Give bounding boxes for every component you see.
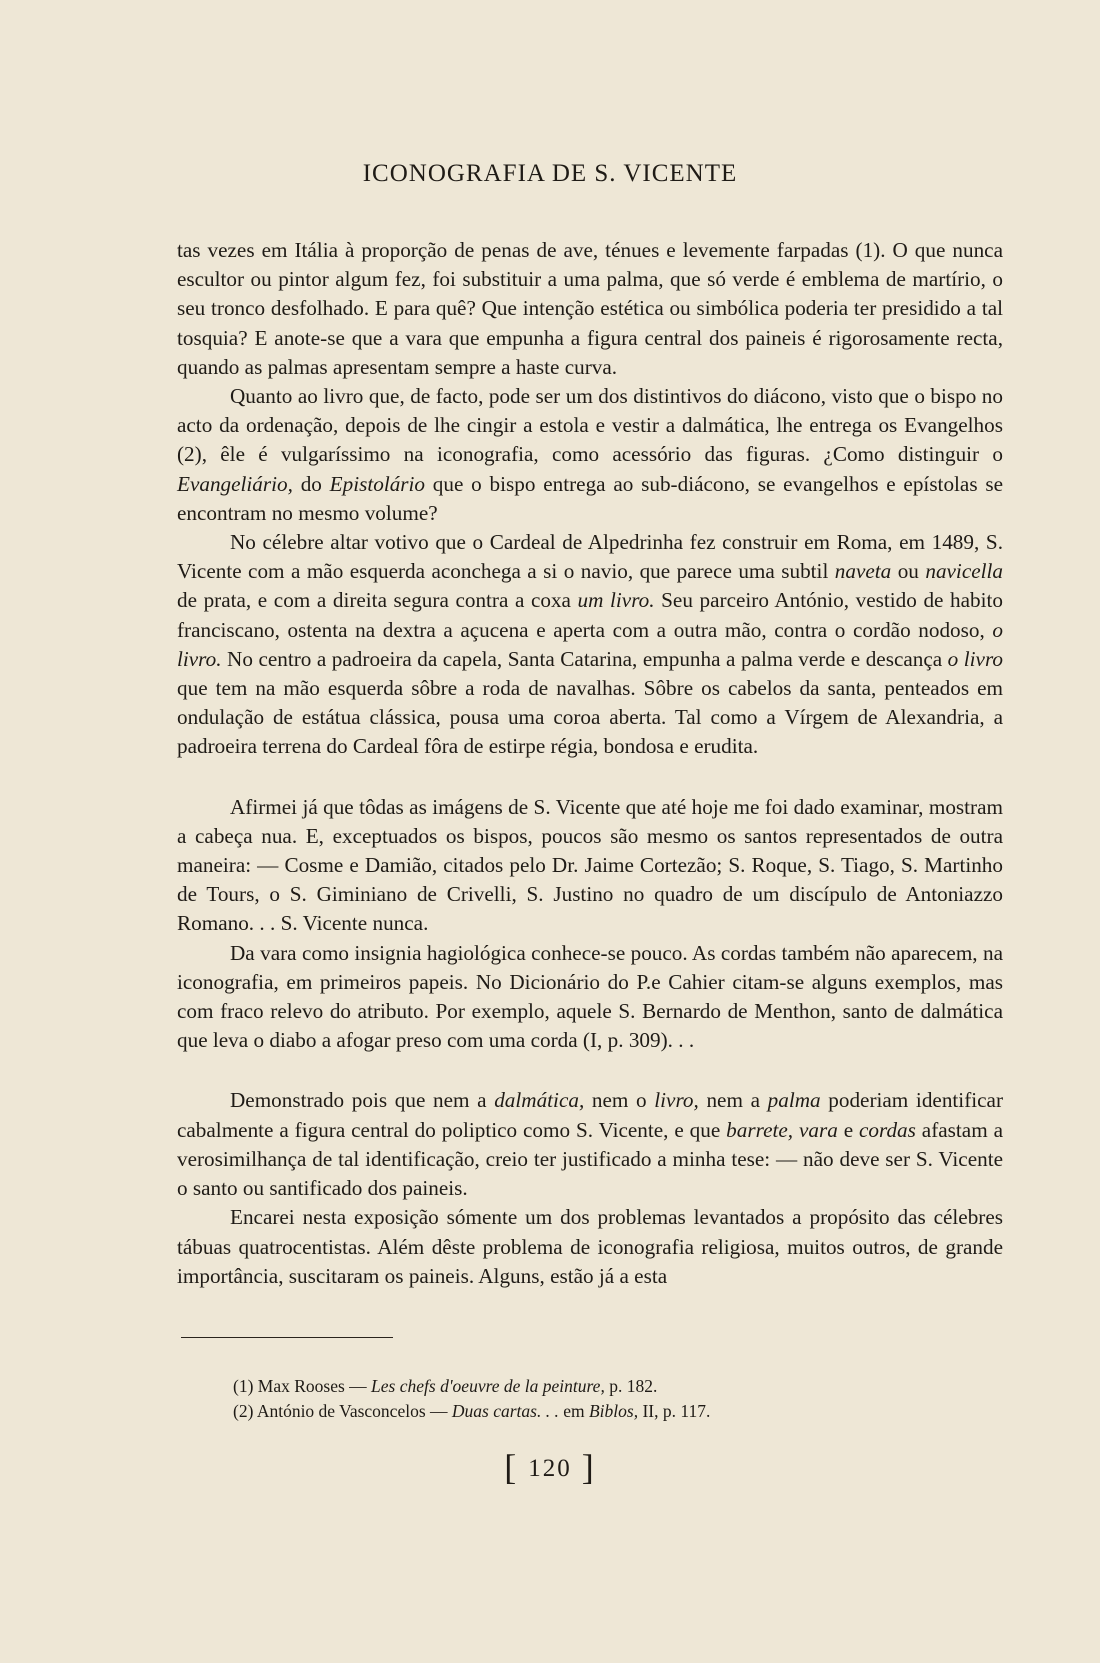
body-text <box>177 236 1003 1291</box>
text-run: Afirmei já que tôdas as imágens de S. Vicente que até hoje me foi dado examinar, mostram a cabeça nua. E, exceptuados os bispos, poucos são mesmo os santos representados de outra maneira: — Cosme e Damião, citados pelo Dr. Jaime Cortezão; S. Roque, S. Tiago, S. Martinho de Tours, o S. Giminiano de Crivelli, S. Justino no quadro de um discípulo de Antoniazzo Romano. . . S. Vicente nunca. <box>177 794 1003 936</box>
paragraph <box>177 793 1003 939</box>
italic-run: Epistolário <box>329 471 426 496</box>
text-run: nem a <box>698 1088 768 1113</box>
text-run: Da vara como insignia hagiológica conhece-se pouco. As cordas também não aparecem, na iconografia, em primeiros papeis. No Dicionário do P.e Cahier citam-se alguns exemplos, mas com fraco relevo do atributo. Por exemplo, aquele S. Bernardo de Menthon, santo de dalmática que leva o diabo a afogar preso com uma corda (I, p. 309). . . <box>177 940 1003 1053</box>
italic-run: navicella <box>925 559 1003 584</box>
footnote <box>233 1399 1003 1424</box>
italic-run: cordas <box>859 1117 916 1142</box>
paragraph <box>177 236 1003 382</box>
text-run: que o bispo entrega ao sub-diácono, se evangelhos e epístolas se encontram no mesmo volume? <box>177 471 1003 525</box>
italic-run: um livro. <box>577 588 655 613</box>
paragraph <box>177 939 1003 1056</box>
text-run: Demonstrado pois que nem a <box>230 1088 495 1113</box>
page-number <box>0 1446 1100 1488</box>
italic-run: barrete, vara <box>726 1117 838 1142</box>
text-run: tas vezes em Itália à proporção de penas de ave, ténues e levemente farpadas (1). O que nunca escultor ou pintor algum fez, foi substituir a uma palma, que só verde é emblema de martírio, o seu tronco desfolhado. E para quê? Que intenção estética ou simbólica poderia ter presidido a tal tosquia? E anote-se que a vara que empunha a figura central dos paineis é rigorosamente recta, quando as palmas apresentam sempre a haste curva. <box>177 238 1003 379</box>
paragraph <box>177 528 1003 762</box>
text-run: (2) António de Vasconcelos — <box>233 1401 452 1421</box>
text-run: que tem na mão esquerda sôbre a roda de navalhas. Sôbre os cabelos da santa, penteados em ondulação de estátua clássica, pousa uma coroa aberta. Tal como a Vírgem de Alexandria, a padroeira terrena do Cardeal fôra de estirpe régia, bondosa e erudita. <box>177 676 1003 759</box>
close-bracket: ] <box>581 1447 596 1487</box>
text-run: poderiam identificar cabalmente a figura central do poliptico como S. Vicente, e que <box>177 1088 1003 1142</box>
text-run: (1) Max Rooses — <box>233 1376 372 1396</box>
running-title: ICONOGRAFIA DE S. VICENTE <box>362 160 738 187</box>
text-run: p. 182. <box>604 1376 658 1396</box>
page-number-value: 120 <box>528 1455 572 1482</box>
italic-run: o livro. <box>177 617 1003 671</box>
text-run: Quanto ao livro que, de facto, pode ser um dos distintivos do diácono, visto que o bispo no acto da ordenação, depois de lhe cingir a estola e vestir a dalmática, lhe entrega os Evangelhos (2), êle é vulgaríssimo na iconografia, como acessório das figuras. ¿Como distinguir o <box>177 384 1003 467</box>
paragraph <box>177 1086 1003 1203</box>
text-run: ou <box>891 559 926 584</box>
text-run: de prata, e com a direita segura contra a coxa <box>177 588 578 613</box>
text-run: em <box>558 1401 589 1421</box>
text-run: Seu parceiro António, vestido de habito franciscano, ostenta na dextra a açucena e aperta com a outra mão, contra o cordão nodoso, <box>177 588 1003 642</box>
text-run: No centro a padroeira da capela, Santa Catarina, empunha a palma verde e descança <box>221 646 948 671</box>
paragraph <box>177 382 1003 528</box>
italic-run: Les chefs d'oeuvre de la peinture, <box>371 1376 605 1396</box>
italic-run: Biblos, <box>588 1401 639 1421</box>
text-run: Encarei nesta exposição sómente um dos problemas levantados a propósito das célebres tábuas quatrocentistas. Além dêste problema de iconografia religiosa, muitos outros, de grande importância, suscitaram os paineis. Alguns, estão já a esta <box>177 1205 1003 1288</box>
footnote-divider <box>181 1337 393 1338</box>
text-run: No célebre altar votivo que o Cardeal de Alpedrinha fez construir em Roma, em 1489, S. Vicente com a mão esquerda aconchega a si o navio, que parece uma subtil <box>177 530 1003 584</box>
footnote <box>233 1374 1003 1399</box>
text-run: afastam a verosimilhança de tal identificação, creio ter justificado a minha tese: — não deve ser S. Vicente o santo ou santificado dos paineis. <box>177 1117 1003 1201</box>
italic-run: livro, <box>654 1088 699 1113</box>
open-bracket: [ <box>504 1447 519 1487</box>
italic-run: Duas cartas. . . <box>451 1401 559 1421</box>
italic-run: o livro <box>947 646 1004 671</box>
italic-run: palma <box>767 1088 821 1113</box>
italic-run: dalmática, <box>494 1088 585 1113</box>
footnotes <box>233 1374 1003 1424</box>
italic-run: Evangeliário, <box>177 471 293 496</box>
text-run: II, p. 117. <box>638 1401 711 1421</box>
text-run: e <box>837 1117 859 1142</box>
text-run: nem o <box>584 1088 655 1113</box>
paragraph <box>177 1203 1003 1291</box>
italic-run: naveta <box>834 559 892 584</box>
text-run: do <box>292 471 330 496</box>
